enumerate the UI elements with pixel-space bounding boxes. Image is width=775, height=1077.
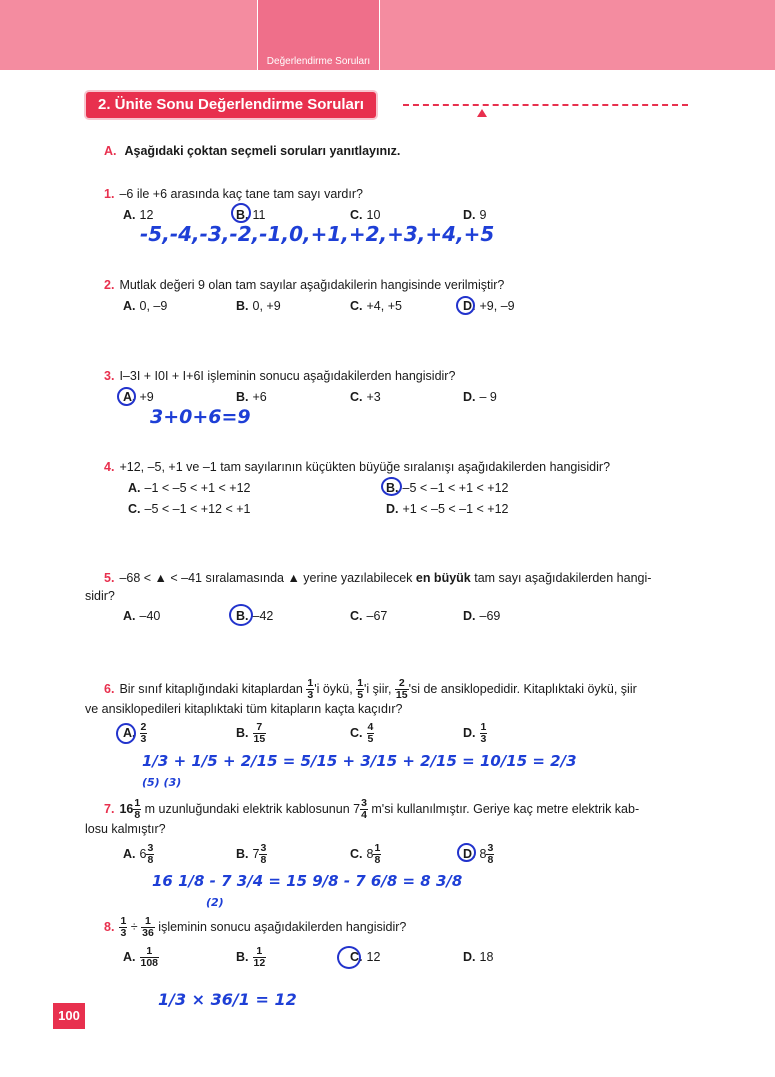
option-d[interactable]: D. $\frac{1}{3}$ — [463, 721, 487, 745]
question-3: 3. I–3I + I0I + I+6I işleminin sonucu aşağıdakilerden hangisidir? — [104, 369, 456, 383]
answer-circle — [117, 387, 136, 406]
answer-circle — [337, 946, 361, 969]
handwritten-note: 1/3 + 1/5 + 2/15 = 5/15 + 3/15 + 2/15 = 10/15 = 2/3 — [142, 752, 577, 770]
handwritten-note: -5,-4,-3,-2,-1,0,+1,+2,+3,+4,+5 — [140, 222, 495, 246]
option-c[interactable]: C. –5 < –1 < +12 < +1 — [128, 502, 251, 516]
option-b[interactable]: B. 0, +9 — [236, 299, 281, 313]
section-heading — [104, 144, 400, 158]
triangle-icon — [477, 109, 487, 117]
option-b[interactable]: B. +6 — [236, 390, 267, 404]
option-c[interactable]: C. 10 — [350, 208, 381, 222]
option-c[interactable]: C. +4, +5 — [350, 299, 402, 313]
handwritten-note: 3+0+6=9 — [150, 406, 251, 428]
option-c[interactable]: C. +3 — [350, 390, 381, 404]
option-d[interactable]: D. 18 — [463, 950, 494, 964]
answer-circle — [229, 604, 253, 626]
unit-title: 2. Ünite Sonu Değerlendirme Soruları — [86, 92, 376, 118]
option-a[interactable]: A. –40 — [123, 609, 161, 623]
answer-circle — [457, 843, 476, 862]
question-text: –6 ile +6 arasında kaç tane tam sayı vardır? — [119, 187, 363, 201]
header-tab — [257, 0, 380, 70]
question-6: 6. Bir sınıf kitaplığındaki kitaplardan $\frac{1}{3}$ 'i öykü, $\frac{1}{5}$ 'i şiir, $\frac{2}{15}$ 'si de ansiklopedidir. Kitaplıktaki öykü, şiir — [104, 677, 637, 701]
handwritten-note: (5) (3) — [142, 776, 182, 789]
handwritten-note: (2) — [206, 896, 224, 909]
option-d[interactable]: D. +1 < –5 < –1 < +12 — [386, 502, 509, 516]
answer-circle — [381, 477, 402, 496]
option-b[interactable]: B. 7 $\frac{3}{8}$ — [236, 842, 267, 866]
answer-circle — [116, 723, 136, 744]
option-c[interactable]: C. –67 — [350, 609, 388, 623]
answer-circle — [456, 296, 475, 315]
option-d[interactable]: D. – 9 — [463, 390, 497, 404]
title-divider — [403, 104, 688, 106]
header-tab-label: Değerlendirme Soruları — [266, 56, 371, 67]
option-b[interactable]: B. $\frac{1}{12}$ — [236, 945, 266, 969]
question-number: 1. — [104, 187, 115, 201]
section-letter: A. — [104, 144, 117, 158]
question-5: 5. –68 < ▲ < –41 sıralamasında ▲ yerine yazılabilecek en büyük tam sayı aşağıdakilerden hangi- — [104, 571, 652, 585]
option-b[interactable]: B. –5 < –1 < +1 < +12 — [386, 481, 509, 495]
question-2: 2. Mutlak değeri 9 olan tam sayılar aşağıdakilerin hangisinde verilmiştir? — [104, 278, 505, 292]
option-c[interactable]: C. $\frac{4}{5}$ — [350, 721, 374, 745]
option-b[interactable]: B. –42 — [236, 609, 274, 623]
option-a[interactable]: A. $\frac{2}{3}$ — [123, 721, 147, 745]
question-1 — [104, 185, 363, 203]
question-7: 7. 16 $\frac{1}{8}$ m uzunluğundaki elektrik kablosunun 7 $\frac{3}{4}$ m'si kullanılmıştır. Geriye kaç metre elektrik kab- — [104, 797, 640, 821]
header-bar — [0, 0, 775, 70]
option-a[interactable]: A. 6 $\frac{3}{8}$ — [123, 842, 154, 866]
question-5-cont: sidir? — [85, 589, 115, 603]
handwritten-note: 16 1/8 - 7 3/4 = 15 9/8 - 7 6/8 = 8 3/8 — [152, 872, 463, 890]
option-b[interactable]: B. 11 — [236, 208, 266, 222]
option-a[interactable]: A. –1 < –5 < +1 < +12 — [128, 481, 251, 495]
question-8: 8. $\frac{1}{3}$ ÷ $\frac{1}{36}$ işleminin sonucu aşağıdakilerden hangisidir? — [104, 915, 407, 939]
option-c[interactable]: C. 12 — [350, 950, 381, 964]
section-instruction: Aşağıdaki çoktan seçmeli soruları yanıtlayınız. — [124, 144, 401, 158]
option-b[interactable]: B. $\frac{7}{15}$ — [236, 721, 266, 745]
option-d[interactable]: D. 8 $\frac{3}{8}$ — [463, 842, 494, 866]
answer-circle — [231, 203, 251, 223]
page-number: 100 — [53, 1003, 85, 1029]
option-d[interactable]: D. +9, –9 — [463, 299, 515, 313]
option-a[interactable]: A. 12 — [123, 208, 154, 222]
handwritten-note: 1/3 × 36/1 = 12 — [158, 990, 297, 1009]
question-7-cont: losu kalmıştır? — [85, 822, 166, 836]
option-a[interactable]: A. $\frac{1}{108}$ — [123, 945, 159, 969]
question-6-cont: ve ansiklopedileri kitaplıktaki tüm kitapların kaçta kaçıdır? — [85, 702, 403, 716]
question-4: 4. +12, –5, +1 ve –1 tam sayılarının küçükten büyüğe sıralanışı aşağıdakilerden hangisidir? — [104, 460, 611, 474]
option-a[interactable]: A. +9 — [123, 390, 154, 404]
option-d[interactable]: D. 9 — [463, 208, 487, 222]
option-c[interactable]: C. 8 $\frac{1}{8}$ — [350, 842, 381, 866]
option-a[interactable]: A. 0, –9 — [123, 299, 168, 313]
option-d[interactable]: D. –69 — [463, 609, 501, 623]
